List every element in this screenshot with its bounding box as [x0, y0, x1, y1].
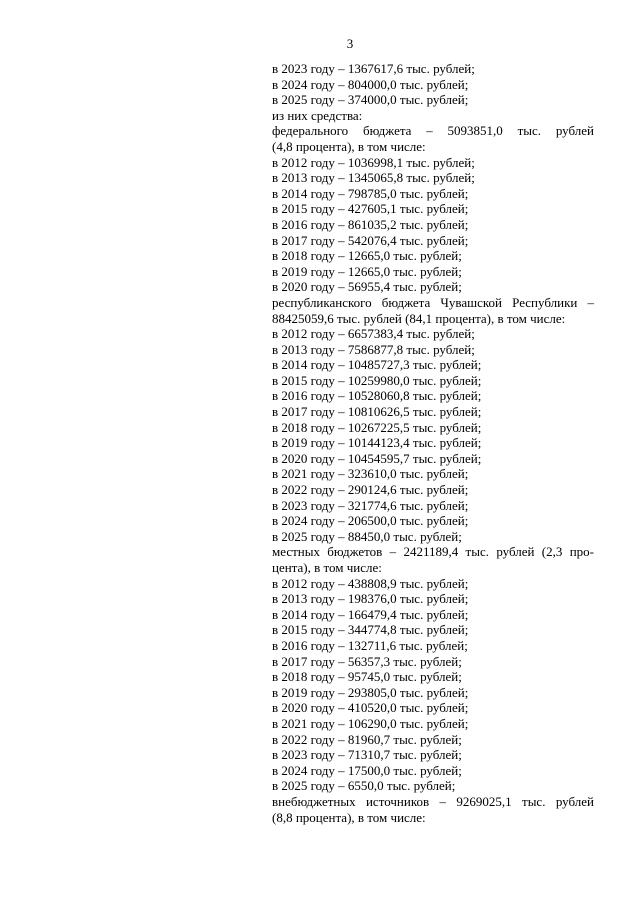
- text-line: в 2016 году – 132711,6 тыс. рублей;: [272, 637, 468, 653]
- text-line: в 2013 году – 7586877,8 тыс. рублей;: [272, 341, 475, 357]
- text-line: в 2019 году – 12665,0 тыс. рублей;: [272, 263, 462, 279]
- text-line: в 2021 году – 323610,0 тыс. рублей;: [272, 466, 469, 482]
- text-line: (8,8 процента), в том числе:: [272, 809, 426, 825]
- text-line: в 2024 году – 206500,0 тыс. рублей;: [272, 513, 469, 529]
- text-line: (4,8 процента), в том числе:: [272, 138, 426, 154]
- text-line: цента), в том числе:: [272, 560, 382, 575]
- text-line: в 2017 году – 10810626,5 тыс. рублей;: [272, 404, 482, 420]
- text-line: в 2016 году – 10528060,8 тыс. рублей;: [272, 388, 482, 404]
- text-line: в 2018 году – 95745,0 тыс. рублей;: [272, 669, 462, 685]
- text-line: в 2025 году – 6550,0 тыс. рублей;: [272, 778, 456, 794]
- text-line: в 2020 году – 410520,0 тыс. рублей;: [272, 700, 469, 716]
- text-line: из них средства:: [272, 107, 363, 123]
- text-line: в 2020 году – 10454595,7 тыс. рублей;: [272, 450, 482, 466]
- text-line: в 2012 году – 6657383,4 тыс. рублей;: [272, 326, 475, 342]
- text-line: в 2019 году – 10144123,4 тыс. рублей;: [272, 435, 482, 451]
- text-line: в 2021 году – 106290,0 тыс. рублей;: [272, 715, 469, 731]
- text-line: в 2018 году – 10267225,5 тыс. рублей;: [272, 419, 482, 435]
- text-line: в 2014 году – 10485727,3 тыс. рублей;: [272, 357, 482, 373]
- text-line: федерального бюджета – 5093851,0 тыс. рублей: [272, 123, 594, 139]
- text-line: в 2019 году – 293805,0 тыс. рублей;: [272, 684, 469, 700]
- text-line: в 2014 году – 798785,0 тыс. рублей;: [272, 185, 469, 201]
- text-line: в 2023 году – 71310,7 тыс. рублей;: [272, 747, 462, 763]
- text-line: в 2012 году – 438808,9 тыс. рублей;: [272, 575, 469, 591]
- text-line: в 2017 году – 56357,3 тыс. рублей;: [272, 653, 462, 669]
- text-line: 88425059,6 тыс. рублей (84,1 процента), в том числе:: [272, 310, 566, 326]
- text-line: в 2025 году – 88450,0 тыс. рублей;: [272, 528, 462, 544]
- document-text-column: [272, 61, 594, 825]
- text-line: в 2015 году – 10259980,0 тыс. рублей;: [272, 372, 482, 388]
- text-line: в 2013 году – 1345065,8 тыс. рублей;: [272, 170, 475, 186]
- text-line: в 2020 году – 56955,4 тыс. рублей;: [272, 279, 462, 295]
- text-line: в 2015 году – 427605,1 тыс. рублей;: [272, 201, 469, 217]
- text-line: в 2025 году – 374000,0 тыс. рублей;: [272, 92, 469, 108]
- text-line: местных бюджетов – 2421189,4 тыс. рублей (2,3 про-: [272, 544, 594, 560]
- text-line: в 2022 году – 290124,6 тыс. рублей;: [272, 482, 469, 498]
- text-line: в 2023 году – 321774,6 тыс. рублей;: [272, 497, 469, 513]
- text-line: в 2016 году – 861035,2 тыс. рублей;: [272, 216, 469, 232]
- text-line: республиканского бюджета Чувашской Республики –: [272, 294, 594, 310]
- text-line: в 2012 году – 1036998,1 тыс. рублей;: [272, 154, 475, 170]
- text-line: в 2018 году – 12665,0 тыс. рублей;: [272, 248, 462, 264]
- text-line: внебюджетных источников – 9269025,1 тыс. рублей: [272, 793, 594, 809]
- text-line: в 2022 году – 81960,7 тыс. рублей;: [272, 731, 462, 747]
- text-line: в 2014 году – 166479,4 тыс. рублей;: [272, 606, 469, 622]
- text-line: в 2015 году – 344774,8 тыс. рублей;: [272, 622, 469, 638]
- text-line: в 2024 году – 17500,0 тыс. рублей;: [272, 762, 462, 778]
- text-line: в 2024 году – 804000,0 тыс. рублей;: [272, 76, 469, 92]
- text-line: в 2023 году – 1367617,6 тыс. рублей;: [272, 61, 475, 76]
- text-line: в 2013 году – 198376,0 тыс. рублей;: [272, 591, 469, 607]
- text-line: в 2017 году – 542076,4 тыс. рублей;: [272, 232, 469, 248]
- page-number: 3: [346, 36, 354, 51]
